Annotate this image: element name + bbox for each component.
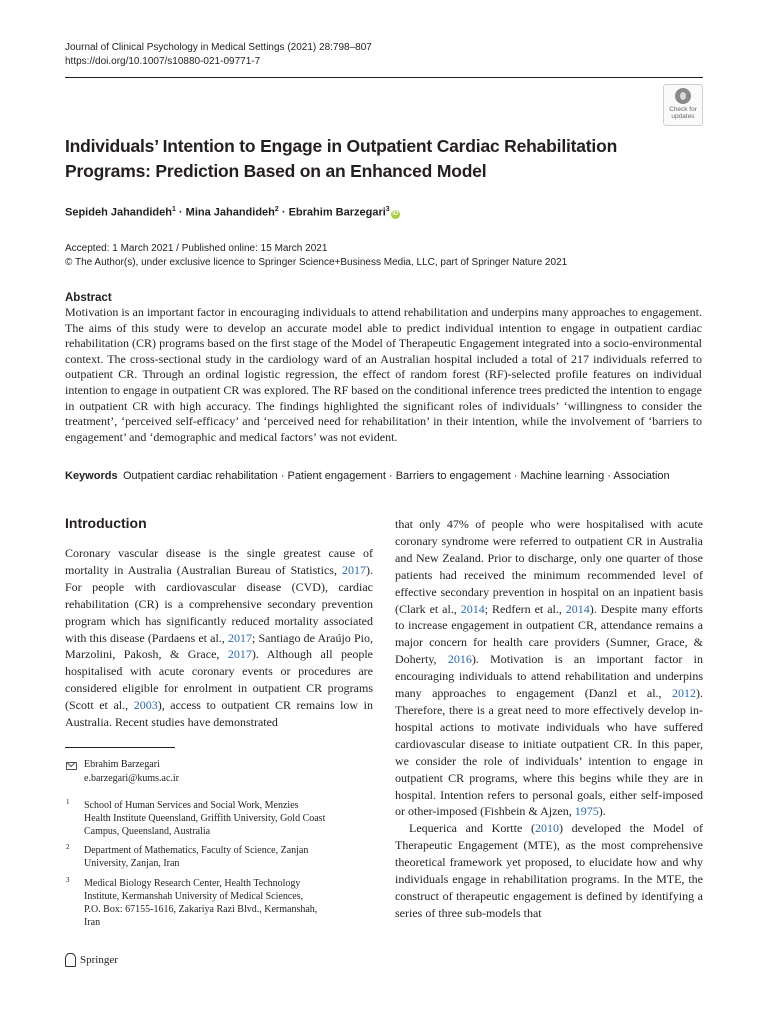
body-text: ). Although all people hospitalised with acute coronary events or procedures are considered eligible for enrolment in outpatient CR programs (Scott et al., — [65, 647, 374, 713]
citation-link[interactable]: 2017 — [227, 647, 252, 662]
introduction-heading: Introduction — [65, 515, 147, 531]
header-rule — [65, 77, 703, 78]
affiliation-line: Medical Biology Research Center, Health Technology — [84, 878, 301, 889]
check-updates-line2: updates — [671, 113, 695, 120]
envelope-icon — [66, 762, 77, 770]
author-affiliation-mark: 1 — [171, 206, 176, 213]
affiliation-line: School of Human Services and Social Work, Menzies — [84, 800, 299, 811]
abstract-heading: Abstract — [65, 292, 112, 304]
citation-link[interactable]: 2016 — [447, 652, 472, 667]
author-affiliation-mark: 3 — [385, 206, 390, 213]
affiliation-1 — [84, 799, 374, 838]
citation-link[interactable]: 2014 — [565, 601, 590, 616]
citation-link[interactable]: 2017 — [342, 562, 366, 577]
paragraph — [395, 516, 703, 820]
doi-link[interactable]: https://doi.org/10.1007/s10880-021-09771-7 — [65, 56, 261, 67]
body-text: ). — [598, 804, 606, 819]
affiliation-line: Iran — [84, 917, 101, 928]
body-text: ), access to outpatient CR remains low in Australia. Recent studies have demonstrated — [65, 698, 373, 730]
citation-link[interactable]: 2014 — [460, 601, 485, 616]
paper-title: Individuals’ Intention to Engage in Outpatient Cardiac Rehabilitation Programs: Prediction Based on an Enhanced Model — [65, 136, 618, 181]
author-separator: · — [278, 206, 289, 219]
intro-left-column — [65, 545, 373, 731]
footnote-rule — [65, 747, 175, 748]
paragraph — [395, 820, 703, 921]
affiliation-number: 1 — [66, 798, 70, 806]
affiliation-line: Campus, Queensland, Australia — [84, 826, 211, 837]
body-text: Coronary vascular disease is the single greatest cause of mortality in Australia (Australian Bureau of Statistics, — [65, 546, 373, 577]
affiliation-number: 3 — [66, 876, 70, 884]
publication-dates: Accepted: 1 March 2021 / Published online: 15 March 2021 — [65, 243, 328, 254]
check-for-updates-badge[interactable] — [663, 84, 703, 126]
affiliation-number: 2 — [66, 843, 70, 851]
corresponding-author-name: Ebrahim Barzegari — [84, 759, 160, 770]
corresponding-author-email[interactable]: e.barzegari@kums.ac.ir — [84, 773, 179, 784]
orcid-icon[interactable]: iD — [392, 210, 399, 217]
author-separator: · — [175, 206, 186, 219]
body-text: Lequerica and Kortte ( — [409, 821, 535, 836]
keywords-list: Outpatient cardiac rehabilitation · Patient engagement · Barriers to engagement · Machine learning · Association — [123, 470, 670, 482]
body-text: ). Therefore, there is a great need to more effectively develop in-hospital actions to motivate individuals who have suffered cardiovascular disease to initiate outpatient CR. In this paper, we consider the role of individuals’ intention to engage in outpatient CR programs, where this begins while they are in hospital. Intention refers to personal goals, either self-imposed or other-imposed (Fishbein & Ajzen, — [395, 686, 703, 819]
body-text: ; Redfern et al., — [484, 601, 566, 616]
keywords-label: Keywords — [65, 470, 118, 482]
author-affiliation-mark: 2 — [274, 206, 279, 213]
affiliation-2 — [84, 844, 374, 870]
copyright-notice: © The Author(s), under exclusive licence to Springer Science+Business Media, LLC, part of Springer Nature 2021 — [65, 257, 568, 268]
intro-right-column — [395, 516, 703, 922]
affiliation-line: Institute, Kermanshah University of Medical Sciences, — [84, 891, 304, 902]
citation-link[interactable]: 2012 — [672, 686, 696, 701]
check-updates-line1: Check for — [669, 106, 697, 113]
affiliation-line: Health Institute Queensland, Griffith University, Gold Coast — [84, 813, 326, 824]
citation-link[interactable]: 1975 — [574, 804, 599, 819]
body-text: ). Motivation is an important factor in encouraging individuals to attend rehabilitation and underpins many approaches to engagement (Danzl et al., — [395, 652, 703, 701]
body-text: ; Santiago de Araújo Pio, Marzolini, Pakosh, & Grace, — [65, 630, 373, 662]
author-name[interactable]: Mina Jahandideh — [185, 206, 275, 219]
affiliation-3 — [84, 877, 374, 929]
springer-horse-icon — [65, 953, 76, 967]
publisher-name: Springer — [80, 954, 118, 966]
affiliation-line: P.O. Box: 67155-1616, Zakariya Razi Blvd., Kermanshah, — [84, 904, 318, 915]
citation-link[interactable]: 2003 — [133, 698, 158, 713]
citation-link[interactable]: 2017 — [227, 630, 252, 645]
body-text: that only 47% of people who were hospitalised with acute coronary syndrome were referred to outpatient CR in Australia and New Zealand. Prior to discharge, only one quarter of those patients had received the minimum recommended level of effective secondary prevention in hospital on an inpatient basis (Clark et al., — [395, 517, 703, 616]
affiliation-line: University, Zanjan, Iran — [84, 858, 180, 869]
body-text: ) developed the Model of Therapeutic Engagement (MTE), as the most comprehensive theoretical framework yet proposed, to elucidate how and why individuals engage in rehabilitation programs. In the MTE, the construct of therapeutic engagement is defined by identifying a series of three sub-models that — [395, 821, 703, 920]
author-name[interactable]: Ebrahim Barzegari — [288, 206, 386, 219]
check-updates-icon — [675, 88, 691, 104]
body-text: ). Despite many efforts to increase engagement in outpatient CR, attendance remains a major concern for health care providers (Sumner, Grace, & Doherty, — [395, 601, 703, 667]
author-list — [65, 202, 400, 221]
affiliation-line: Department of Mathematics, Faculty of Science, Zanjan — [84, 845, 309, 856]
body-text: ). For people with cardiovascular disease (CVD), cardiac rehabilitation (CR) is a comprehensive secondary prevention program which has significantly reduced mortality associated with this disease (Pardaens et al., — [65, 562, 373, 645]
author-name[interactable]: Sepideh Jahandideh — [65, 206, 172, 219]
citation-link[interactable]: 2010 — [534, 821, 559, 836]
journal-citation: Journal of Clinical Psychology in Medical Settings (2021) 28:798–807 — [65, 42, 372, 53]
abstract-text: Motivation is an important factor in encouraging individuals to attend rehabilitation and underpins many approaches to engagement. The aims of this study were to develop an accurate model able to predict individual intention to engage in outpatient cardiac rehabilitation (CR) programs based on the first stage of the Model of Therapeutic Engagement integrated into a socio-environmental context. The cross-sectional study in the cardiology ward of an Australian hospital included a total of 217 individuals referred to outpatient CR. Through an ordinal logistic regression, the effect of random forest (RF)-selected profile features on individual intention to engage in outpatient CR was explored. The RF based on the conditional inference trees predicted the intention to engage in outpatient CR with high accuracy. The findings highlighted the significant roles of individuals’ ‘willingness to consider the treatment’, ‘perceived self-efficacy’ and ‘perceived need for rehabilitation’ in their intention, while the involvement of ‘barriers to engagement’ and ‘demographic and medical factors’ was not evident. — [65, 305, 702, 444]
